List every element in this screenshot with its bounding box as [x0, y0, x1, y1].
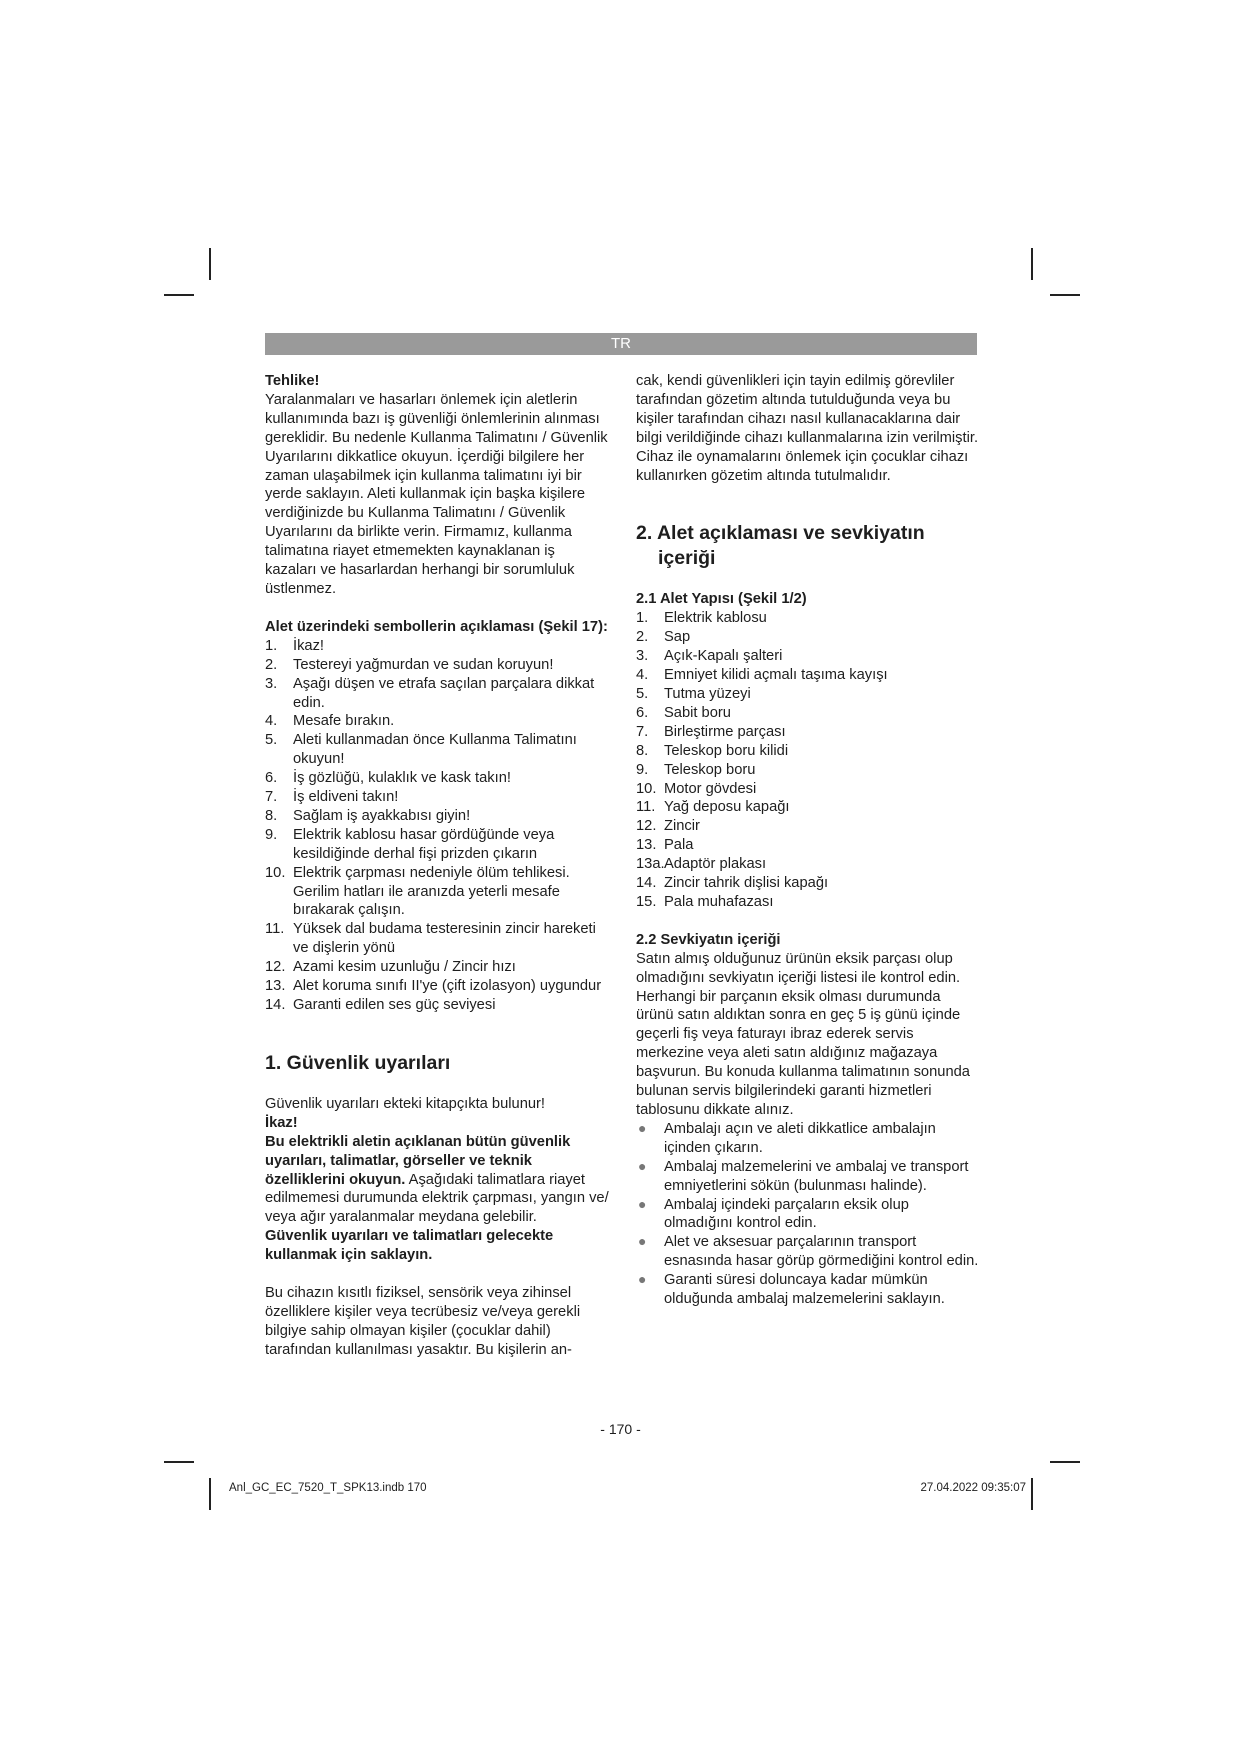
children-notice-cont: cak, kendi güvenlikleri için tayin edilmiş görevliler tarafından gözetim altında tutulduğunda veya bu kişiler tarafından cihazı nasıl kullanacaklarına dair bilgi verildiğinde cihazı kullanmalarına izin verilmiştir. Cihaz ile oynamalarını önlemek için çocuklar cihazı kullanırken gözetim altında tutulmalıdır.	[636, 373, 979, 484]
list-item: 15. Pala muhafazası	[636, 893, 774, 910]
checklist	[636, 1120, 981, 1309]
section1-warning: İkaz!	[265, 1114, 298, 1131]
list-item: 2. Sap	[636, 629, 691, 646]
crop-mark	[209, 1478, 211, 1510]
list-item: ● Alet ve aksesuar parçalarının transport esnasında hasar görüp görmediğini kontrol edin.	[638, 1233, 979, 1270]
list-item: 1. İkaz!	[265, 637, 325, 654]
list-item: 10. Elektrik çarpması nedeniyle ölüm tehlikesi. Gerilim hatları ile aranızda yeterli mesafe bırakarak çalışın.	[265, 864, 570, 919]
children-notice: Bu cihazın kısıtlı fiziksel, sensörik veya zihinsel özelliklere kişiler veya tecrübesiz ve/veya gerekli bilgiye sahip olmayan kişiler (çocuklar dahil) tarafından kullanılması yasaktır. Bu kişilerin an-	[265, 1285, 581, 1358]
crop-mark	[1031, 1478, 1033, 1510]
crop-mark	[1031, 248, 1033, 280]
list-item: 2. Testereyi yağmurdan ve sudan koruyun!	[265, 656, 554, 673]
symbols-list	[265, 637, 610, 1015]
page-number: - 170 -	[600, 1421, 641, 1437]
symbols-heading: Alet üzerindeki sembollerin açıklaması (Şekil 17):	[265, 618, 608, 635]
list-item: ● Garanti süresi doluncaya kadar mümkün olduğunda ambalaj malzemelerini saklayın.	[638, 1271, 945, 1308]
section1-keep-note: Güvenlik uyarıları ve talimatları gelecekte kullanmak için saklayın.	[265, 1228, 554, 1264]
sub22-heading: 2.2 Sevkiyatın içeriği	[636, 931, 781, 948]
list-item: ● Ambalaj içindeki parçaların eksik olup olmadığını kontrol edin.	[638, 1195, 909, 1232]
danger-heading: Tehlike!	[265, 373, 320, 389]
list-item: 4. Mesafe bırakın.	[265, 713, 395, 730]
list-item: 5. Tutma yüzeyi	[636, 685, 751, 702]
left-column	[265, 372, 610, 1360]
list-item: 3. Aşağı düşen ve etrafa saçılan parçalara dikkat edin.	[265, 675, 595, 711]
language-bar: TR	[265, 333, 977, 355]
list-item: 3. Açık-Kapalı şalteri	[636, 648, 783, 665]
crop-mark	[1050, 294, 1080, 296]
section1-normal-text: Aşağıdaki talimatlara riayet edilmemesi durumunda elektrik çarpması, yangın ve/ veya ağır yaralanmalar meydana gelebilir.	[265, 1171, 609, 1226]
list-item: 13a. Adaptör plakası	[636, 856, 767, 873]
list-item: 1. Elektrik kablosu	[636, 610, 767, 627]
parts-list	[636, 609, 981, 912]
list-item: 8. Teleskop boru kilidi	[636, 742, 789, 759]
section2-heading: 2. Alet açıklaması ve sevkiyatın içeriği	[636, 522, 925, 570]
footer-timestamp: 27.04.2022 09:35:07	[920, 1482, 1026, 1494]
list-item: ● Ambalajı açın ve aleti dikkatlice ambalajın içinden çıkarın.	[638, 1119, 936, 1156]
section1-paragraph	[265, 1133, 610, 1228]
sub22-text: Satın almış olduğunuz ürünün eksik parçası olup olmadığını sevkiyatın içeriği listesi ile kontrol edin. Herhangi bir parçanın eksik olması durumunda ürünü satın aldıktan sonra en geç 5 iş günü içinde geçerli fiş veya faturayı ibraz ederek servis merkezine veya aleti satın aldığınız mağazaya başvurun. Bu konuda kullanma talimatının sonunda bulunan servis bilgilerindeki garanti hizmetleri tablosunu dikkate alınız.	[636, 950, 970, 1118]
list-item: 9. Teleskop boru	[636, 761, 756, 778]
section1-bold-text: Bu elektrikli aletin açıklanan bütün güvenlik uyarıları, talimatlar, görseller ve teknik özelliklerini okuyun.	[265, 1133, 571, 1188]
list-item: 8. Sağlam iş ayakkabısı giyin!	[265, 807, 471, 824]
list-item: 12. Azami kesim uzunluğu / Zincir hızı	[265, 959, 516, 976]
list-item: 14. Zincir tahrik dişlisi kapağı	[636, 875, 829, 892]
list-item: 11. Yağ deposu kapağı	[636, 799, 790, 816]
list-item: ● Ambalaj malzemelerini ve ambalaj ve transport emniyetlerini sökün (bulunması halinde).	[638, 1157, 969, 1194]
crop-mark	[164, 1461, 194, 1463]
crop-mark	[209, 248, 211, 280]
list-item: 7. İş eldiveni takın!	[265, 789, 399, 806]
footer-filename: Anl_GC_EC_7520_T_SPK13.indb 170	[229, 1482, 427, 1494]
bullet-icon: ●	[638, 1195, 647, 1212]
section1-intro: Güvenlik uyarıları ekteki kitapçıkta bulunur!	[265, 1095, 546, 1112]
bullet-icon: ●	[638, 1119, 647, 1136]
list-item: 6. Sabit boru	[636, 704, 731, 721]
list-item: 11. Yüksek dal budama testeresinin zincir hareketi ve dişlerin yönü	[265, 921, 596, 957]
list-item: 10. Motor gövdesi	[636, 780, 757, 797]
list-item: 6. İş gözlüğü, kulaklık ve kask takın!	[265, 770, 511, 787]
bullet-icon: ●	[638, 1271, 647, 1288]
crop-mark	[1050, 1461, 1080, 1463]
list-item: 14. Garanti edilen ses güç seviyesi	[265, 997, 496, 1013]
list-item: 9. Elektrik kablosu hasar gördüğünde veya kesildiğinde derhal fişi prizden çıkarın	[265, 826, 555, 862]
right-column	[636, 372, 981, 1309]
list-item: 7. Birleştirme parçası	[636, 723, 786, 740]
bullet-icon: ●	[638, 1157, 647, 1174]
list-item: 4. Emniyet kilidi açmalı taşıma kayışı	[636, 667, 888, 684]
list-item: 5. Aleti kullanmadan önce Kullanma Talimatını okuyun!	[265, 732, 577, 768]
list-item: 12. Zincir	[636, 818, 700, 835]
sub21-heading: 2.1 Alet Yapısı (Şekil 1/2)	[636, 591, 807, 608]
list-item: 13. Alet koruma sınıfı II'ye (çift izolasyon) uygundur	[265, 978, 602, 995]
danger-text: Yaralanmaları ve hasarları önlemek için aletlerin kullanımında bazı iş güvenliği önlemlerinin alınması gereklidir. Bu nedenle Kullanma Talimatını / Güvenlik Uyarılarını dikkatlice okuyun. İçerdiği bilgilere her zaman ulaşabilmek için kullanma talimatını iyi bir yerde saklayın. Aleti kullanmak için başka kişilere verdiğinizde bu Kullanma Talimatını / Güvenlik Uyarılarını da birlikte verin. Firmamız, kullanma talimatına riayet etmemekten kaynaklanan iş kazaları ve hasarlardan herhangi bir sorumluluk üstlenmez.	[265, 391, 608, 597]
bullet-icon: ●	[638, 1233, 647, 1250]
section1-heading: 1. Güvenlik uyarıları	[265, 1051, 451, 1074]
list-item: 13. Pala	[636, 837, 694, 854]
crop-mark	[164, 294, 194, 296]
